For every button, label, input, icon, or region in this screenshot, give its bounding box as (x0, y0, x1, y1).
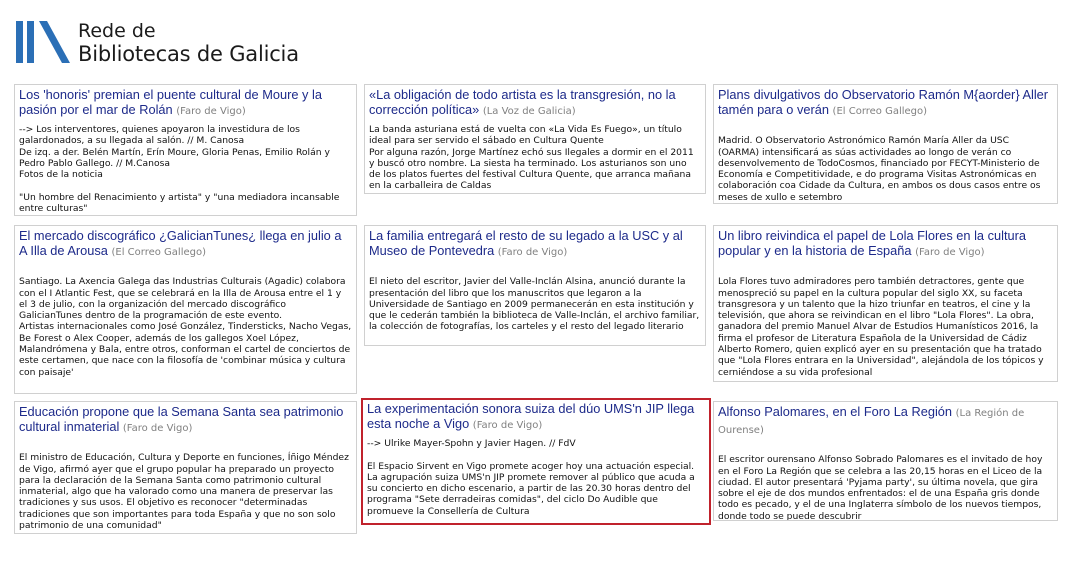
library-logo-icon (15, 18, 73, 66)
news-card (713, 84, 1058, 204)
logo[interactable] (15, 18, 305, 68)
news-title-link[interactable]: La experimentación sonora suiza del dúo UMS'n JIP llega esta noche a Vigo (367, 401, 695, 431)
news-summary: Lola Flores tuvo admiradores pero también detractores, gente que menospreció su papel en la cultura popular del siglo XX, su faceta transgresora y un talento que la hizo triunfar en teatros, el cine y la televisión, que ahora se reivindican en el libro "Lola Flores". La obra, ganadora del premio Manuel Alvar de Estudios Humanísticos 2016, la firma el profesor de Literatura Española de la Universidad de Cádiz Alberto Romero, quien explicó ayer en su presentación que ha tratado que "Lola Flores entrara en la Universidad", alejándola de los tópicos y cerniéndose a su vida profesional (718, 276, 1044, 378)
news-title-link[interactable]: Plans divulgativos do Observatorio Ramón M{aorder} Aller tamén para o verán (718, 87, 1049, 117)
news-source: (El Correo Gallego) (111, 246, 207, 258)
news-summary: El escritor ourensano Alfonso Sobrado Palomares es el invitado de hoy en el Foro La Región que se celebra a las 20,15 horas en el Liceo de la ciudad. El autor presentará 'Pyjama party', su última novela, que gira sobre el eje de dos mundos enfrentados: el de una España gris donde todo es pecado, y el de una Inglaterra símbolo de los nuevos tiempos, donde todo se puede descubrir (718, 454, 1043, 521)
news-source: (Faro de Vigo) (497, 246, 568, 258)
news-title-link[interactable]: Un libro reivindica el papel de Lola Flores en la cultura popular y en la historia de España (718, 228, 1027, 258)
news-title-link[interactable]: Los 'honoris' premian el puente cultural de Moure y la pasión por el mar de Rolán (19, 87, 322, 117)
news-source: (Faro de Vigo) (472, 419, 543, 431)
news-title-link[interactable]: El mercado discográfico ¿GalicianTunes¿ llega en julio a A Illa de Arousa (19, 228, 342, 258)
news-summary: --> Los interventores, quienes apoyaron la investidura de los galardonados, a su llegada al salón. // M. Canosa De izq. a der. Belén Martín, Erín Moure, Gloria Penas, Emilio Rolán y Pedro Pablo Gallego. // M.Canosa Fotos de la noticia "Un hombre del Renacimiento y artista" y "una mediadora incansable entre culturas" (19, 124, 340, 215)
news-title-link[interactable]: La familia entregará el resto de su legado a la USC y al Museo de Pontevedra (369, 228, 683, 258)
news-card (364, 84, 706, 194)
news-card (364, 225, 706, 346)
news-card (713, 225, 1058, 382)
news-source: (La Voz de Galicia) (482, 105, 576, 117)
news-title-link[interactable]: Alfonso Palomares, en el Foro La Región (718, 404, 953, 419)
news-title-link[interactable]: Educación propone que la Semana Santa sea patrimonio cultural inmaterial (19, 404, 344, 434)
news-summary: Santiago. La Axencia Galega das Industrias Culturais (Agadic) colabora con el I Atlantic Fest, que se celebrará en la Illa de Arousa entre el 1 y el 3 de julio, con la organización del mercado discográfico GalicianTunes dentro de la programación de este evento. Artistas internacionales como José González, Tindersticks, Nacho Vegas, Be Forest o Alex Cooper, además de los gallegos Xoel López, Malandrómena y Bala, entre otros, conforman el cartel de conciertos de este certamen, que nace con la filosofía de 'combinar música y cultura con paisaje' (19, 276, 352, 378)
news-summary: Madrid. O Observatorio Astronómico Ramón María Aller da USC (OARMA) intensificará as súas actividades ao longo de verán co desenvolvemento de TodoCosmos, financiado por FECYT-Ministerio de Economía e Competitividade, e do programa Visitas Astronómicas en colaboración coa Cidade da Cultura, en ambos os dous casos entre os meses de xullo e setembro (718, 135, 1041, 203)
news-summary: El ministro de Educación, Cultura y Deporte en funciones, Íñigo Méndez de Vigo, afirmó ayer que el grupo popular ha preparado un proyecto para la declaración de la Semana Santa como patrimonio cultural inmaterial, algo que ha valorado como una manera de preservar las tradiciones y sus usos. El objetivo es reconocer "determinadas tradiciones que son importantes para toda España y que no son solo patrimonio de una comunidad" (19, 452, 349, 532)
news-source: (La Región de Ourense) (718, 408, 1025, 436)
news-card (14, 84, 357, 216)
news-card (14, 225, 357, 394)
news-source: (Faro de Vigo) (176, 105, 246, 117)
logo-text-line2: Bibliotecas de Galicia (78, 42, 299, 66)
news-summary: La banda asturiana está de vuelta con «La Vida Es Fuego», un título ideal para ser servido el sábado en Cultura Quente Por alguna razón, Jorge Martínez echó sus Ilegales a dormir en el 2011 y buscó otro nombre. La siesta ha terminado. Los asturianos son uno de los platos fuertes del festival Cultura Quente, que arranca mañana en la carballeira de Caldas (369, 124, 694, 192)
news-title-link[interactable]: «La obligación de todo artista es la transgresión, no la corrección política» (369, 87, 676, 117)
news-card (14, 401, 357, 534)
news-card-highlighted (361, 398, 711, 525)
news-card (713, 401, 1058, 521)
news-source: (El Correo Gallego) (832, 105, 928, 117)
news-summary: El nieto del escritor, Javier del Valle-Inclán Alsina, anunció durante la presentación del libro que los manuscritos que legaron a la Universidade de Santiago en 2009 permanecerán en esta institución y que le cederán también la biblioteca de Valle-Inclán, el archivo familiar, la colección de fotografías, los carteles y el resto del legado literario (369, 276, 700, 333)
news-source: (Faro de Vigo) (915, 246, 985, 258)
logo-text-line1: Rede de (78, 20, 156, 42)
news-source: (Faro de Vigo) (122, 422, 193, 434)
news-summary: --> Ulrike Mayer-Spohn y Javier Hagen. // FdV El Espacio Sirvent en Vigo promete acoger hoy una actuación especial. La agrupación suiza UMS'n JIP promete remover al público que acuda a su concierto en dicho escenario, a partir de las 20.30 horas dentro del programa "Sete derradeiras comidas", del ciclo Do Audible que promueve la Consellería de Cultura (367, 438, 695, 517)
